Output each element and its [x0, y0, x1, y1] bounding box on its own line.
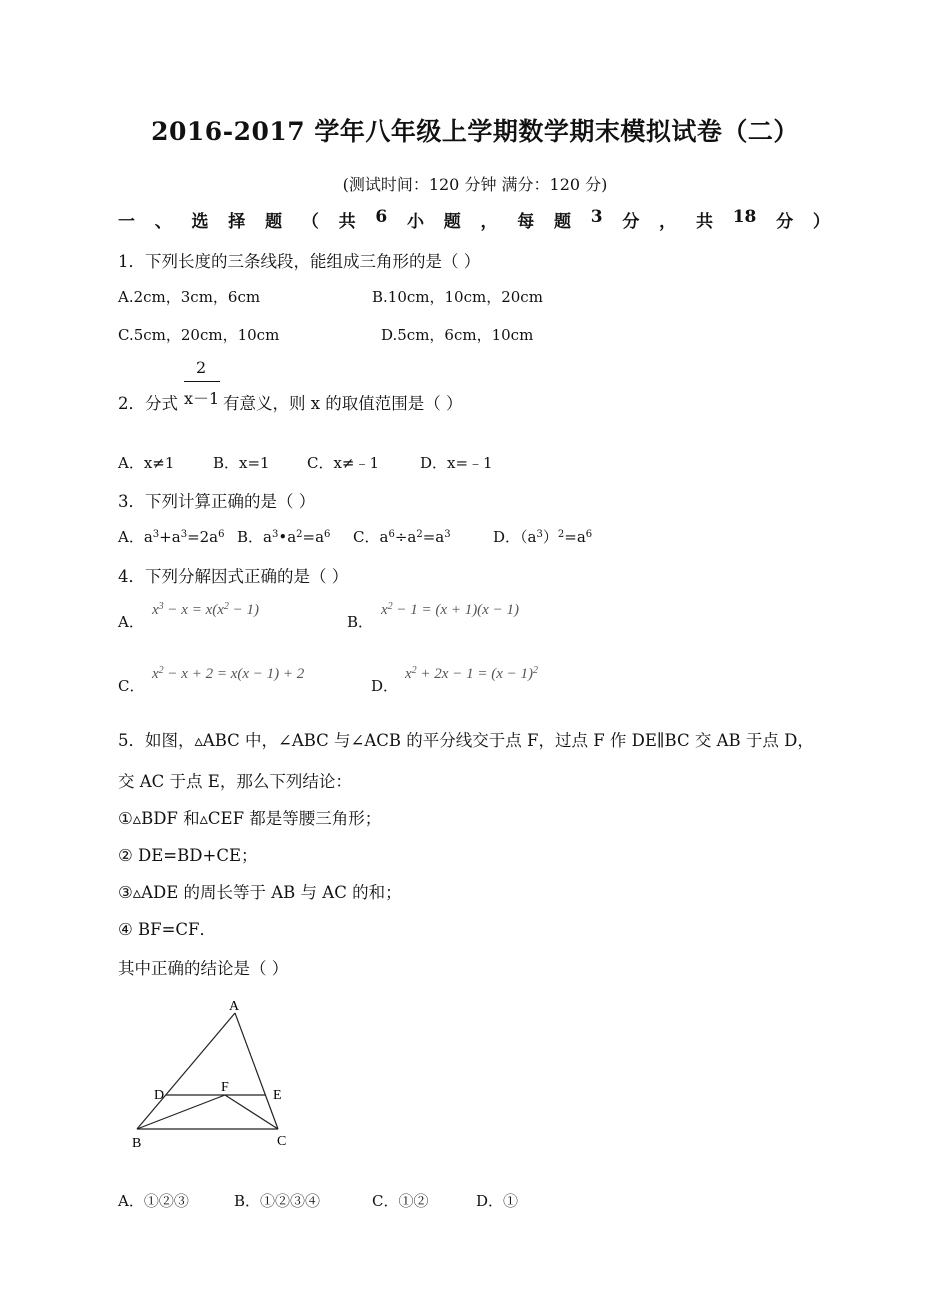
section-char: 小 [406, 212, 424, 232]
exam-info: (测试时间：120 分钟 满分：120 分) [342, 175, 608, 194]
q1-option-d[interactable]: D.5cm，6cm，10cm [381, 326, 534, 344]
label-a: A [229, 999, 240, 1014]
section-char: 每 [517, 212, 535, 232]
q4-option-a-formula: $x^3 - x = x(x^2 - 1)$ [152, 601, 260, 618]
q5-conclusion-3: ③▵ADE 的周长等于 AB 与 AC 的和； [118, 883, 402, 902]
q2-option-d[interactable]: D．x=﹣1 [420, 454, 493, 472]
section-char: 共 [338, 212, 356, 232]
q5-conclusion-1: ①▵BDF 和▵CEF 都是等腰三角形； [118, 809, 382, 828]
section-char: 分 [776, 212, 794, 232]
q5-ask: 其中正确的结论是（ ） [118, 959, 289, 978]
section-char: ） [812, 212, 830, 232]
q2-suffix: 有意义，则 x 的取值范围是（ ） [223, 394, 463, 413]
q4-option-c-label[interactable]: C． [118, 677, 145, 695]
q2-option-a[interactable]: A．x≠1 [118, 454, 175, 472]
section-char: （ [301, 212, 319, 232]
label-f: F [221, 1080, 229, 1095]
q1-option-c[interactable]: C.5cm，20cm，10cm [118, 326, 280, 344]
section-char: 分 [622, 212, 640, 232]
q3-option-b[interactable]: B．$a^3•a^2=a^6$ [237, 528, 331, 546]
q3-option-a[interactable]: A．$a^3+a^3=2a^6$ [118, 528, 225, 546]
label-d: D [154, 1088, 165, 1103]
q5-stem-line2: 交 AC 于点 E，那么下列结论： [118, 772, 352, 791]
q1-option-a[interactable]: A.2cm，3cm，6cm [118, 288, 261, 306]
q4-stem: 4．下列分解因式正确的是（ ） [118, 567, 349, 586]
q2-fraction-numerator: 2 [196, 358, 207, 377]
section-char: 3 [590, 207, 603, 227]
q5-conclusion-4: ④ BF=CF． [118, 920, 217, 939]
q4-option-d-label[interactable]: D． [371, 677, 399, 695]
section-char: 题 [265, 212, 283, 232]
section-char: 题 [554, 212, 572, 232]
label-e: E [273, 1088, 282, 1103]
label-b: B [132, 1136, 142, 1151]
segment-bf [137, 1095, 225, 1129]
q3-option-c-label: C． [353, 528, 380, 546]
triangle-figure [125, 995, 305, 1155]
q3-option-a-label: A． [118, 528, 144, 546]
q5-option-d[interactable]: D．① [476, 1192, 519, 1210]
q1-stem: 1．下列长度的三条线段，能组成三角形的是（ ） [118, 252, 481, 271]
q2-fraction-denominator: x－1 [184, 389, 220, 408]
q2-prefix: 2．分式 [118, 394, 178, 413]
q3-option-d-label: D． [493, 528, 521, 546]
section-char: 18 [732, 207, 757, 227]
q5-stem-line1: 5．如图，▵ABC 中，∠ABC 与∠ACB 的平分线交于点 F，过点 F 作 DE∥BC 交 AB 于点 D， [118, 731, 814, 750]
side-ab [137, 1013, 235, 1129]
q5-option-c[interactable]: C．①② [372, 1192, 429, 1210]
q2-fraction-bar [184, 381, 220, 382]
section-char: 一 [118, 212, 135, 232]
q5-conclusion-2: ② DE=BD+CE； [118, 846, 258, 865]
section-char: 选 [191, 212, 209, 232]
section-char: ， [480, 212, 498, 232]
q4-option-d-formula: $x^2 + 2x - 1 = (x - 1)^2$ [405, 665, 538, 682]
q4-option-a-label[interactable]: A． [118, 613, 144, 631]
q2-option-c[interactable]: C．x≠﹣1 [307, 454, 380, 472]
q4-option-b-label[interactable]: B． [347, 613, 374, 631]
section-char: 6 [375, 207, 388, 227]
q4-option-b-formula: $x^2 - 1 = (x + 1)(x - 1)$ [381, 601, 519, 618]
section-heading [118, 207, 830, 232]
section-char: ， [659, 212, 677, 232]
q3-option-b-label: B． [237, 528, 264, 546]
section-char: 择 [228, 212, 246, 232]
q3-option-d[interactable]: D．$(a^3)^2=a^6$ [493, 528, 593, 546]
q5-option-b[interactable]: B．①②③④ [234, 1192, 321, 1210]
section-char: 题 [443, 212, 461, 232]
section-char: 、 [154, 212, 172, 232]
q3-option-c[interactable]: C．$a^6\div a^2=a^3$ [353, 528, 451, 546]
q1-option-b[interactable]: B.10cm，10cm，20cm [372, 288, 543, 306]
q5-option-a[interactable]: A．①②③ [118, 1192, 189, 1210]
label-c: C [277, 1134, 287, 1149]
section-char: 共 [695, 212, 713, 232]
segment-cf [225, 1095, 278, 1129]
q2-option-b[interactable]: B．x=1 [213, 454, 270, 472]
side-ac [235, 1013, 278, 1129]
q4-option-c-formula: $x^2 - x + 2 = x(x - 1) + 2$ [152, 665, 305, 682]
page-title: 2016-2017 学年八年级上学期数学期末模拟试卷（二） [151, 117, 799, 146]
q3-stem: 3．下列计算正确的是（ ） [118, 492, 316, 511]
